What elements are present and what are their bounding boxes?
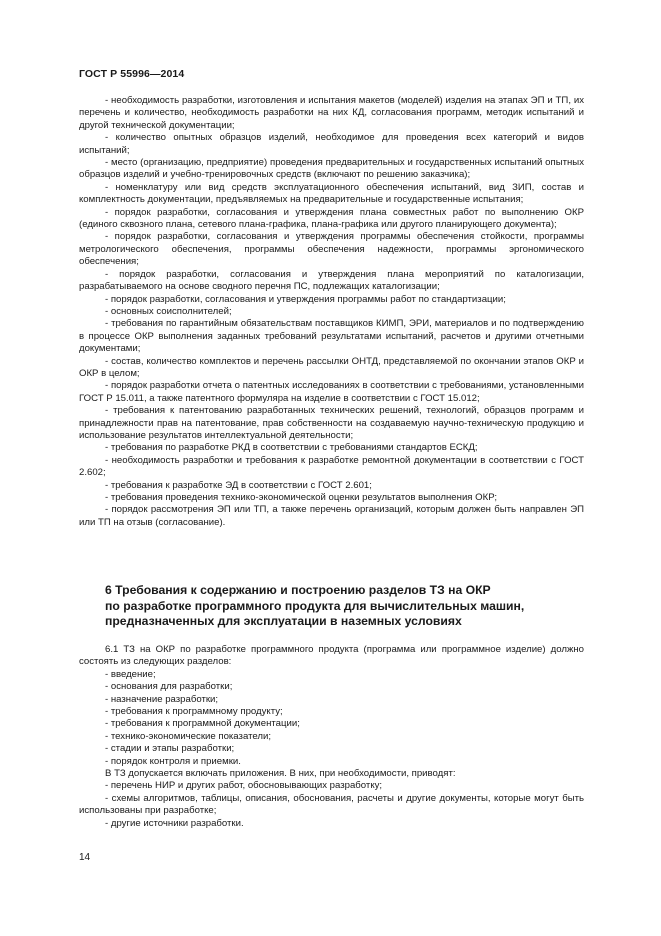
list-item: - другие источники разработки.: [105, 817, 244, 829]
list-item: - требования к программному продукту;: [105, 706, 283, 718]
paragraph: 6.1 ТЗ на ОКР по разработке программного продукта (программа или программное изделие) должно состоять из следующих разделов:: [79, 644, 584, 668]
section-heading: [105, 583, 595, 630]
list-item: - порядок разработки отчета о патентных исследованиях в соответствии с требованиями, установленными ГОСТ Р 15.011, а также патентного формуляра на изделие в соответствии с ГОСТ 15.012;: [79, 380, 584, 404]
list-item: - технико-экономические показатели;: [105, 730, 271, 742]
list-item: - схемы алгоритмов, таблицы, описания, обоснования, расчеты и другие документы, которые могут быть использованы при разработке;: [79, 792, 584, 817]
paragraph: В ТЗ допускается включать приложения. В них, при необходимости, приводят:: [105, 768, 456, 780]
list-item: - требования к программной документации;: [105, 718, 300, 730]
list-item: - основания для разработки;: [105, 681, 233, 693]
list-item: - порядок разработки, согласования и утверждения программы обеспечения стойкости, программы метрологического обеспечения, программы обеспечения надежности, программы эргономического обеспечения;: [79, 231, 584, 268]
list-item: - порядок рассмотрения ЭП или ТП, а также перечень организаций, которым должен быть направлен ЭП или ТП на отзыв (согласование).: [79, 504, 584, 528]
list-item: - требования к патентованию разработанных технических решений, технологий, образцов программ и принадлежности прав на патентование, прав собственности на создаваемую научно-техническую продукцию и использование результатов интеллектуальной деятельности;: [79, 405, 584, 441]
list-item: - назначение разработки;: [105, 693, 219, 705]
list-item: - требования по гарантийным обязательствам поставщиков КИМП, ЭРИ, материалов и по подтверждению в процессе ОКР выполнения заданных требований результатами испытаний, расчетов и другими отчетными документами;: [79, 318, 584, 355]
list-item: - стадии и этапы разработки;: [105, 743, 235, 755]
document-header: ГОСТ Р 55996—2014: [79, 68, 185, 80]
list-item: - количество опытных образцов изделий, необходимое для проведения всех категорий и видов испытаний;: [79, 132, 584, 156]
list-item: - необходимость разработки, изготовления и испытания макетов (моделей) изделия на этапах ЭП и ТП, их перечень и количество, необходимость разработки на них КД, согласования программ, методик испытаний и другой технической документации;: [79, 95, 584, 131]
list-item: - требования проведения технико-экономической оценки результатов выполнения ОКР;: [105, 492, 498, 503]
list-item: - основных соисполнителей;: [105, 305, 232, 317]
list-item: - место (организацию, предприятие) проведения предварительных и государственных испытаний опытных образцов изделий и учебно-тренировочных средств (включают по решению заказчика);: [79, 157, 584, 181]
list-item: - требования к разработке ЭД в соответствии с ГОСТ 2.601;: [105, 479, 372, 491]
list-item: - номенклатуру или вид средств эксплуатационного обеспечения испытаний, вид ЗИП, состав и комплектность документации, предъявляемых на предварительные и государственные испытания;: [79, 181, 584, 206]
requirements-list: [79, 95, 584, 529]
list-item: - порядок разработки, согласования и утверждения программы работ по стандартизации;: [105, 293, 506, 305]
section-body: [79, 644, 584, 830]
list-item: - необходимость разработки и требования к разработке ремонтной документации в соответствии с ГОСТ 2.602;: [79, 454, 584, 479]
list-item: - требования по разработке РКД в соответствии с требованиями стандартов ЕСКД;: [105, 442, 478, 454]
list-item: - порядок разработки, согласования и утверждения плана совместных работ по выполнению ОКР (единого сквозного плана, сетевого плана-графика, плана-графика или другого планирующего документа);: [79, 206, 584, 231]
list-item: - порядок контроля и приемки.: [105, 755, 241, 767]
list-item: - состав, количество комплектов и перечень рассылки ОНТД, представляемой по окончании этапов ОКР и ОКР в целом;: [79, 355, 584, 379]
section-heading-line: 6 Требования к содержанию и построению разделов ТЗ на ОКР: [105, 583, 491, 597]
section-heading-line: по разработке программного продукта для вычислительных машин,: [105, 598, 525, 613]
section-heading-line: предназначенных для эксплуатации в наземных условиях: [105, 614, 462, 629]
list-item: - введение;: [105, 668, 156, 680]
page-number: 14: [79, 852, 91, 863]
list-item: - перечень НИР и других работ, обосновывающих разработку;: [105, 780, 383, 792]
list-item: - порядок разработки, согласования и утверждения плана мероприятий по каталогизации, разрабатываемого на основе сводного перечня ПС, подлежащих каталогизации;: [79, 268, 584, 293]
